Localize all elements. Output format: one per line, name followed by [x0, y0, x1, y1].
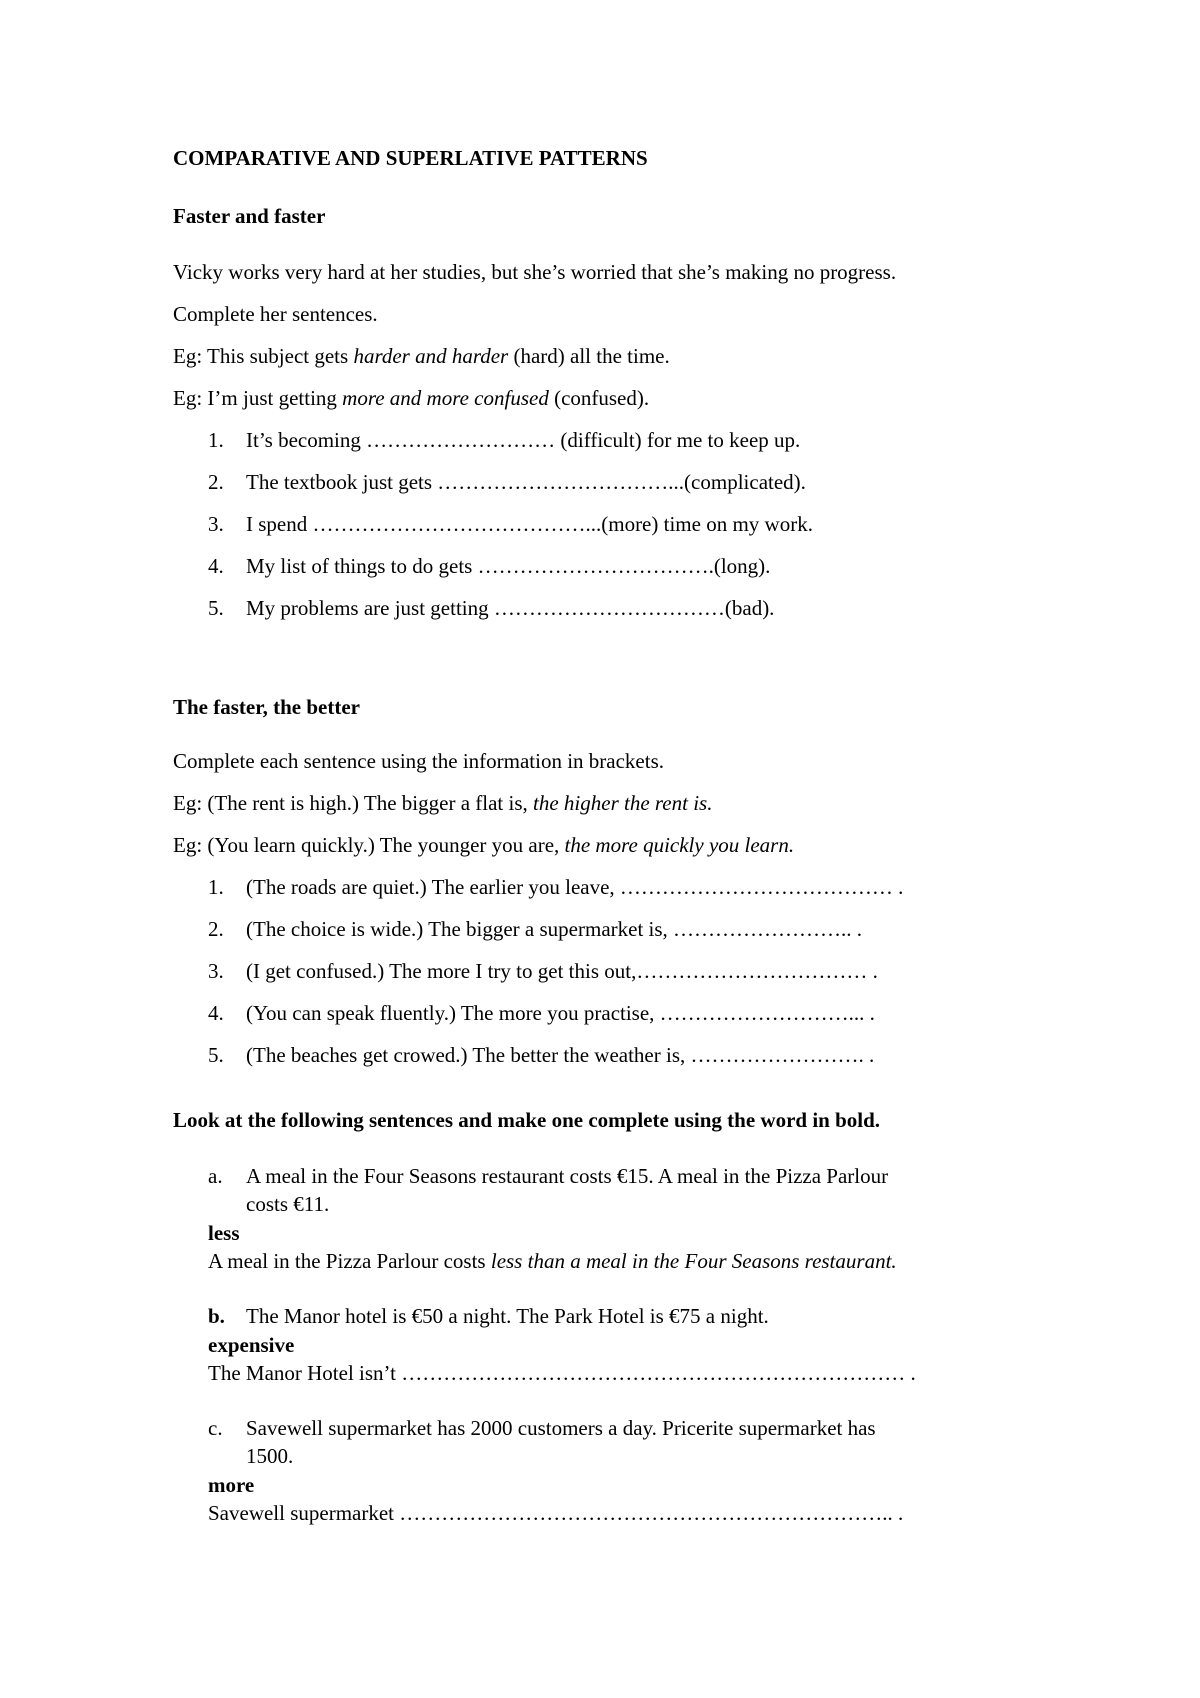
page-title: COMPARATIVE AND SUPERLATIVE PATTERNS — [173, 146, 648, 170]
exercise-item-b — [208, 1306, 769, 1327]
item-text: (The beaches get crowed.) The better the weather is, ……………………. . — [246, 1043, 875, 1067]
exercise-item — [208, 556, 770, 577]
example-answer: more and more confused — [342, 386, 549, 410]
item-text: It’s becoming ……………………… (difficult) for me to keep up. — [246, 428, 801, 452]
exercise-item — [208, 1003, 875, 1024]
section2-instruction: Complete each sentence using the information in brackets. — [173, 749, 665, 773]
item-number: 2. — [208, 470, 224, 494]
item-text: My problems are just getting ……………………………(bad). — [246, 596, 775, 620]
section1-intro: Vicky works very hard at her studies, but she’s worried that she’s making no progress. — [173, 260, 897, 284]
item-number: 1. — [208, 875, 224, 899]
item-number: 3. — [208, 512, 224, 536]
item-number: 1. — [208, 428, 224, 452]
item-number: 3. — [208, 959, 224, 983]
exercise-item — [208, 961, 878, 982]
example-line — [173, 793, 712, 814]
example-answer: harder and harder — [353, 344, 509, 368]
answer-italic: less than a meal in the Four Seasons restaurant. — [490, 1249, 897, 1273]
answer-line: The Manor Hotel isn’t ……………………………………………………………… . — [208, 1361, 916, 1385]
example-prefix: Eg: (The rent is high.) The bigger a flat is, — [173, 791, 534, 815]
item-text: (The choice is wide.) The bigger a supermarket is, …………………….. . — [246, 917, 863, 941]
exercise-item — [208, 430, 800, 451]
item-text: (I get confused.) The more I try to get this out,…………………………… . — [246, 959, 878, 983]
exercise-item — [208, 514, 813, 535]
item-text: I spend …………………………………...(more) time on my work. — [246, 512, 813, 536]
example-line — [173, 835, 794, 856]
example-prefix: Eg: I’m just getting — [173, 386, 343, 410]
example-suffix: (hard) all the time. — [508, 344, 670, 368]
item-text-continued: 1500. — [246, 1444, 294, 1468]
item-letter: a. — [208, 1164, 223, 1188]
answer-line: Savewell supermarket …………………………………………………………….. . — [208, 1501, 904, 1525]
section-heading-the-faster-the-better: The faster, the better — [173, 695, 361, 719]
example-prefix: Eg: This subject gets — [173, 344, 354, 368]
exercise-item — [208, 472, 806, 493]
exercise-item — [208, 1045, 874, 1066]
item-number: 2. — [208, 917, 224, 941]
answer-line — [208, 1251, 897, 1272]
section1-instruction: Complete her sentences. — [173, 302, 378, 326]
bold-keyword: more — [208, 1473, 255, 1497]
example-answer: the more quickly you learn. — [564, 833, 795, 857]
answer-prefix: A meal in the Pizza Parlour costs — [208, 1249, 491, 1273]
exercise-item — [208, 919, 862, 940]
example-prefix: Eg: (You learn quickly.) The younger you are, — [173, 833, 565, 857]
item-number: 4. — [208, 554, 224, 578]
item-text: (The roads are quiet.) The earlier you leave, ………………………………… . — [246, 875, 904, 899]
section-heading-bold-word: Look at the following sentences and make one complete using the word in bold. — [173, 1108, 881, 1132]
example-answer: the higher the rent is. — [533, 791, 713, 815]
item-text-continued: costs €11. — [246, 1192, 330, 1216]
item-number: 5. — [208, 1043, 224, 1067]
exercise-item-a — [208, 1166, 888, 1187]
item-text: (You can speak fluently.) The more you practise, ………………………... . — [246, 1001, 875, 1025]
item-number: 5. — [208, 596, 224, 620]
item-text: Savewell supermarket has 2000 customers a day. Pricerite supermarket has — [246, 1416, 876, 1440]
section-heading-faster-and-faster: Faster and faster — [173, 204, 326, 228]
exercise-item — [208, 877, 903, 898]
item-text: My list of things to do gets …………………………….(long). — [246, 554, 771, 578]
bold-keyword: expensive — [208, 1333, 295, 1357]
example-suffix: (confused). — [548, 386, 650, 410]
item-letter: c. — [208, 1416, 223, 1440]
item-text: The Manor hotel is €50 a night. The Park Hotel is €75 a night. — [246, 1304, 769, 1328]
item-text: The textbook just gets ……………………………...(complicated). — [246, 470, 806, 494]
exercise-item-c — [208, 1418, 876, 1439]
exercise-item — [208, 598, 774, 619]
item-number: 4. — [208, 1001, 224, 1025]
example-line — [173, 346, 670, 367]
example-line — [173, 388, 649, 409]
item-text: A meal in the Four Seasons restaurant costs €15. A meal in the Pizza Parlour — [246, 1164, 889, 1188]
item-letter: b. — [208, 1304, 225, 1328]
bold-keyword: less — [208, 1221, 240, 1245]
